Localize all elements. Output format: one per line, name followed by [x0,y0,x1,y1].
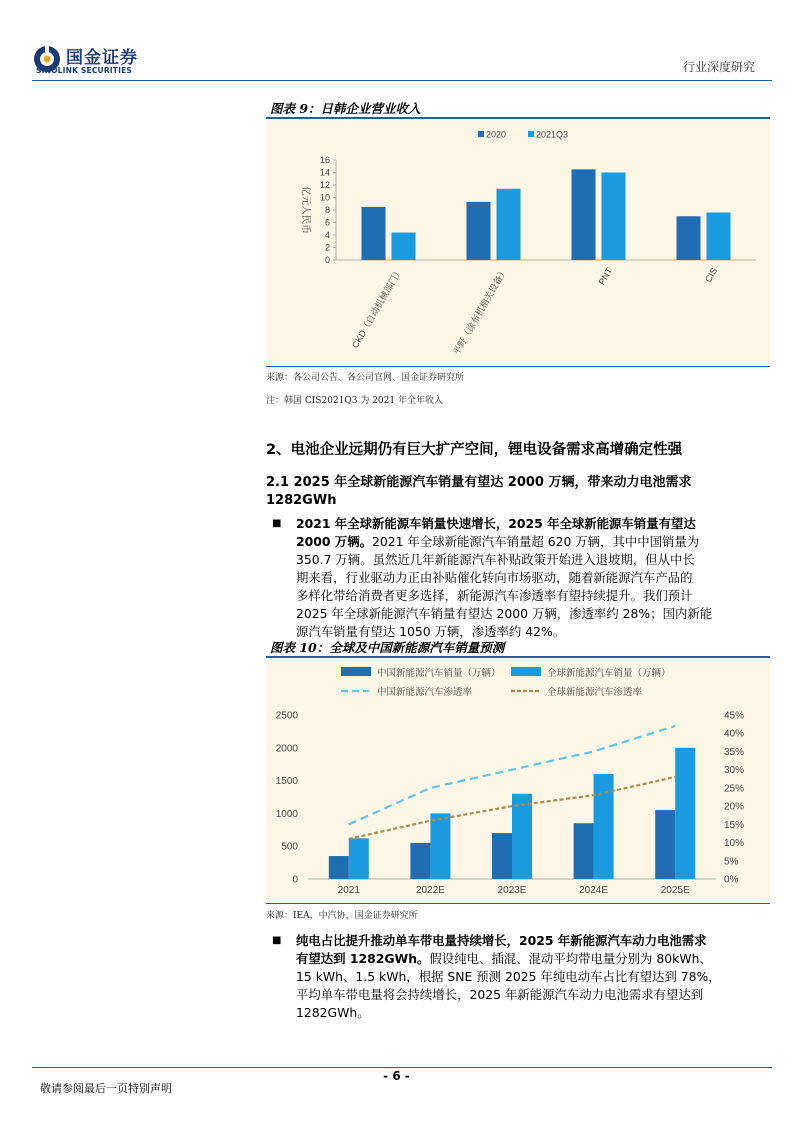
bullet2-line2: 假设纯电、插混、混动平均带电量分别为 80kWh、 [429,951,712,966]
bar-全球新能源汽车销量（万辆）-2022E [430,813,450,879]
y-tick-label: 10 [319,192,330,203]
legend-swatch-1 [528,131,534,137]
bar-2021Q3-平野（涂布机相关设备） [497,189,521,260]
x-tick-label: CIS [703,266,720,285]
bullet-square-icon: ■ [272,935,282,946]
bullet2-bold-line1: 纯电占比提升推动单车带电量持续增长，2025 年新能源汽车动力电池需求 [296,933,707,948]
figure9-rule [266,117,770,119]
bar-全球新能源汽车销量（万辆）-2024E [594,774,614,879]
x-tick-label: 2021 [337,885,360,896]
y2-tick-label: 45% [724,710,745,722]
bullet1-line6: 2025 年全球新能源汽车销量有望达 2000 万辆，渗透率约 28%；国内新能 [296,606,713,621]
x-tick-label: 2024E [579,885,609,896]
y-tick-label: 2 [324,242,330,253]
brand-name: 国金证券 [66,48,138,68]
bar-中国新能源汽车销量（万辆）-2021 [329,856,349,879]
bar-2020-CIS [677,216,701,260]
figure9-bottom-rule [266,366,770,367]
figure10-rule [266,656,770,658]
bullet1-bold-line1: 2021 年全球新能源车销量快速增长，2025 年全球新能源车销量有望达 [296,516,696,531]
bar-中国新能源汽车销量（万辆）-2023E [492,833,512,879]
x-tick-label: 2025E [660,885,690,896]
figure9-note: 注：韩国 CIS2021Q3 为 2021 年全年收入 [266,396,443,406]
figure10-source: 来源：IEA，中汽协，国金证券研究所 [266,911,418,921]
brand-subtitle: SINOLINK SECURITIES [36,66,133,75]
y-tick-label: 12 [319,180,330,190]
legend-swatch-1 [511,667,541,676]
x-tick-label: 平野（涂布机相关设备） [451,266,510,357]
y-tick-label: 8 [324,205,330,215]
bar-全球新能源汽车销量（万辆）-2025E [675,748,695,879]
bar-2021Q3-CIS [707,213,731,261]
bar-中国新能源汽车销量（万辆）-2024E [574,823,594,879]
y-axis-title: 亿元人民币 [300,186,311,234]
bar-2020-CKD（自动机械部门） [362,207,386,260]
y2-tick-label: 25% [724,783,745,795]
figure9-source: 来源：各公司公告、各公司官网、国金证券研究所 [266,373,465,383]
x-tick-label: 2022E [415,885,445,896]
y-tick-label: 16 [319,155,330,165]
figure9-chart [266,120,770,365]
figure10-chart [266,659,770,901]
legend-label-2: 中国新能源汽车渗透率 [377,687,473,698]
legend-label-1: 2021Q3 [536,129,569,140]
bar-中国新能源汽车销量（万辆）-2022E [410,843,430,879]
y2-tick-label: 5% [724,856,739,868]
y-tick-label: 6 [324,217,330,228]
legend-swatch-0 [478,131,484,137]
page-number: - 6 - [383,1069,410,1083]
figure9-title: 图表 9：日韩企业营业收入 [270,101,421,116]
section2-1-heading-l1: 2.1 2025 年全球新能源汽车销量有望达 2000 万辆，带来动力电池需求 [266,475,692,490]
y-tick-label: 0 [292,874,298,886]
figure10-svg [266,659,770,901]
bullet2-line5: 1282GWh。 [296,1005,370,1020]
y2-tick-label: 30% [724,765,745,777]
bullet1-line5: 多样化带给消费者更多选择，新能源汽车渗透率有望持续提升。我们预计 [296,588,693,603]
bar-2021Q3-CKD（自动机械部门） [392,233,416,261]
bar-2020-平野（涂布机相关设备） [467,202,491,260]
y-tick-label: 1000 [275,808,298,820]
figure10-title: 图表 10：全球及中国新能源汽车销量预测 [270,640,505,655]
section2-heading: 2、电池企业远期仍有巨大扩产空间，锂电设备需求高增确定性强 [266,442,683,458]
y2-tick-label: 20% [724,801,745,813]
y-tick-label: 2500 [275,710,298,722]
x-tick-label: CKD（自动机械部门） [350,266,405,350]
bullet1-bold-line2: 2000 万辆。 [296,534,372,549]
legend-label-0: 中国新能源汽车销量（万辆） [377,668,501,679]
figure9-svg [266,120,770,365]
bullet1-line7: 源汽车销量有望达 1050 万辆，渗透率约 42%。 [296,624,566,639]
bullet1-line3: 350.7 万辆。虽然近几年新能源汽车补贴政策开始进入退坡期，但从中长 [296,552,695,567]
x-tick-label: PNT [596,266,615,287]
bar-2021Q3-PNT [602,173,626,261]
bullet-square-icon: ■ [272,518,282,529]
x-tick-label: 2023E [497,885,527,896]
y-tick-label: 14 [319,167,330,178]
section2-1-heading-l2: 1282GWh [266,493,337,508]
bullet2-line3: 15 kWh、1.5 kWh，根据 SNE 预测 2025 年纯电动车占比有望达到 78%， [296,969,721,984]
footer-divider [32,1067,772,1068]
y2-tick-label: 10% [724,838,745,850]
y-tick-label: 4 [324,230,330,240]
y2-tick-label: 40% [724,728,745,740]
legend-label-1: 全球新能源汽车销量（万辆） [547,668,671,679]
legend-swatch-0 [341,667,371,676]
bullet1-line4: 期来看，行业驱动力正由补贴催化转向市场驱动，随着新能源汽车产品的 [296,570,693,585]
doc-type: 行业深度研究 [682,60,755,74]
legend-label-3: 全球新能源汽车渗透率 [547,687,643,698]
y2-tick-label: 0% [724,874,739,886]
y-tick-label: 2000 [275,743,298,755]
bullet2-line4: 平均单车带电量将会持续增长，2025 年新能源汽车动力电池需求有望达到 [296,987,704,1002]
y2-tick-label: 15% [724,819,745,831]
y2-tick-label: 35% [724,746,745,758]
bullet2-bold-line2: 有望达到 1282GWh。 [296,951,430,966]
bullet1-line2: 2021 年全球新能源汽车销量超 620 万辆，其中中国销量为 [371,534,700,549]
y-tick-label: 0 [324,255,330,265]
footer-disclaimer: 敬请参阅最后一页特别声明 [40,1082,172,1095]
bar-2020-PNT [572,169,596,260]
bar-全球新能源汽车销量（万辆）-2021 [349,838,369,879]
bullet1-paragraph [296,515,752,641]
y-tick-label: 500 [281,841,298,853]
bar-中国新能源汽车销量（万辆）-2025E [655,810,675,879]
bullet2-paragraph [296,932,752,1022]
header-divider [32,80,772,81]
figure10-bottom-rule [266,903,770,904]
legend-label-0: 2020 [486,129,507,140]
y-tick-label: 1500 [275,776,298,788]
